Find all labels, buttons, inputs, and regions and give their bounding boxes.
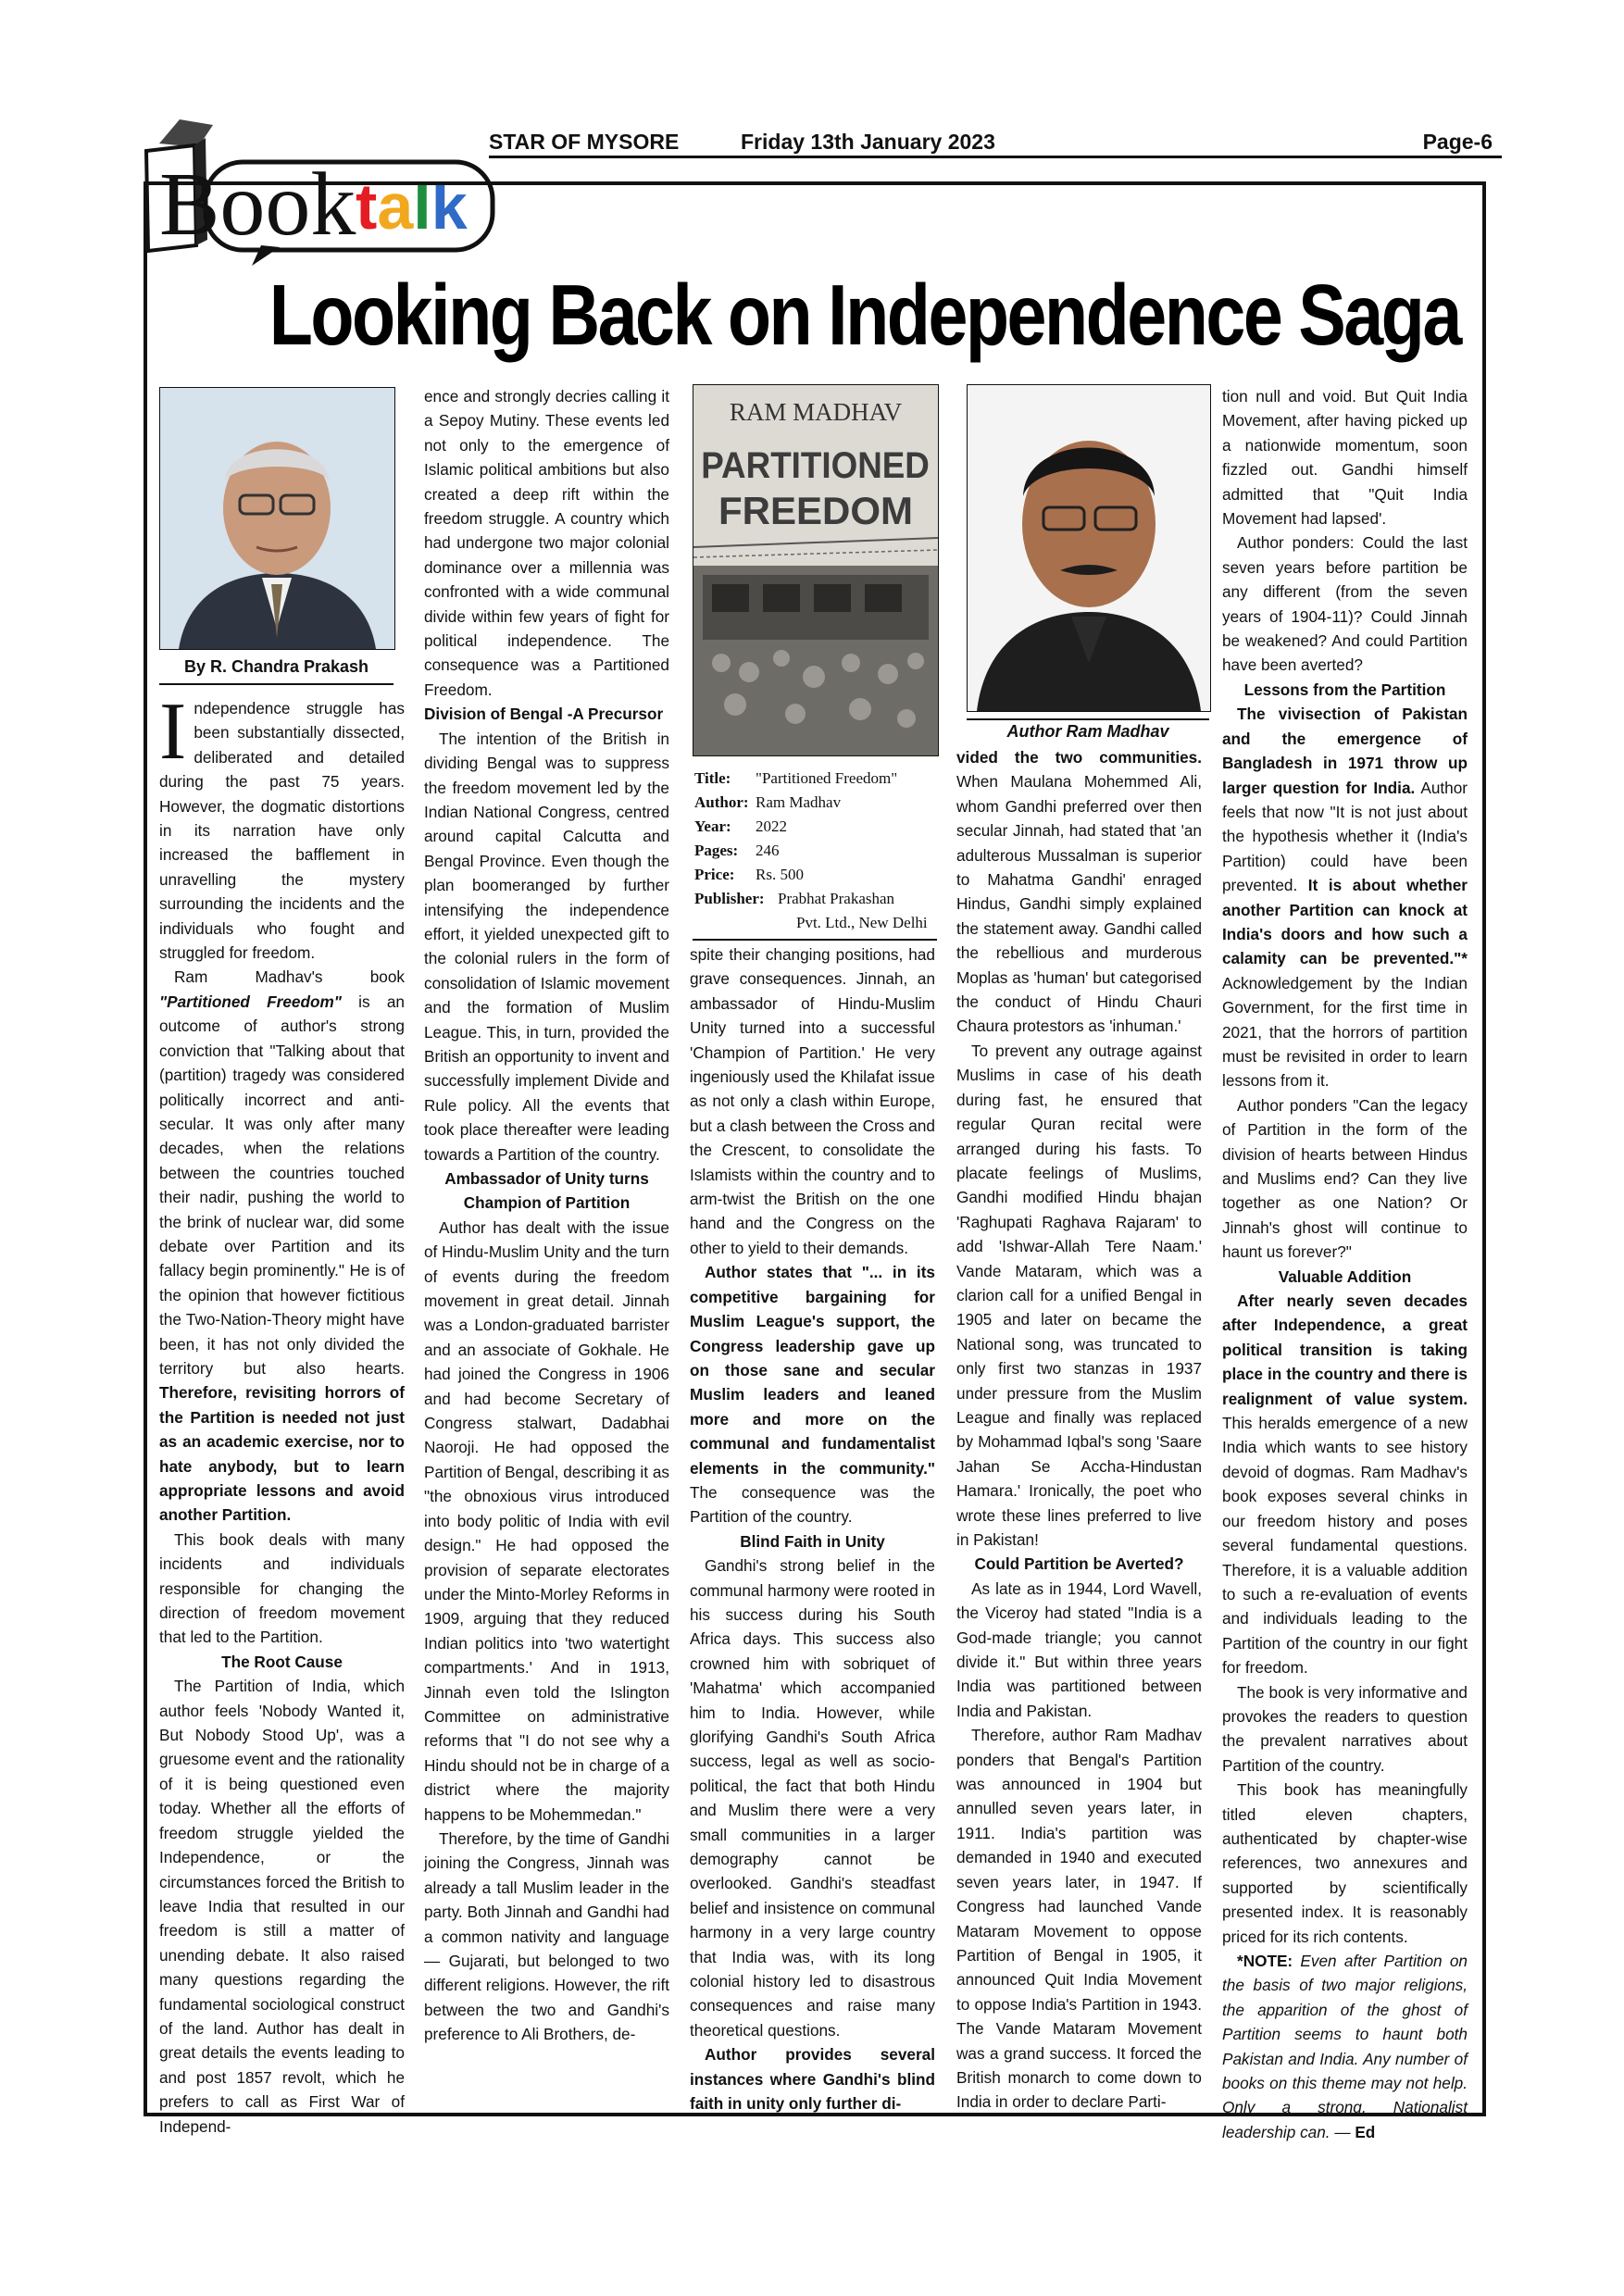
book-info-rule [693, 939, 937, 941]
paragraph: tion null and void. But Quit India Movement, after having picked up a nationwide momentum, soon fizzled out. Gandhi himself admitted that "Quit India Movement had lapsed'. [1222, 387, 1468, 529]
paragraph: Author ponders: Could the last seven years before partition be any different (from the seven years of 1904-11)? Could Jinnah be weakened? And could Partition have been averted? [1222, 533, 1468, 675]
svg-text:FREEDOM: FREEDOM [718, 489, 913, 532]
article-column-2 [424, 384, 669, 2047]
paragraph: As late as in 1944, Lord Wavell, the Viceroy had stated "India is a God-made triangle; you cannot divide it." But within three years India was partitioned between India and Pakistan. [956, 1578, 1202, 1720]
byline-rule [159, 683, 394, 685]
book-info: Title: "Partitioned Freedom" Author: Ram Madhav Year: 2022 Pages: 246 Price: Rs. 500 Publisher: Prabhat Prakashan Pvt. Ltd., New Delhi [694, 769, 928, 931]
subheading: Division of Bengal -A Precursor [424, 705, 664, 724]
paragraph: Therefore, author Ram Madhav ponders that Bengal's Partition was announced in 1904 but annulled seven years later, in 1911. India's partition was demanded in 1940 and executed seven years later, in 1947. If Congress had launched Vande Mataram Movement to oppose Partition of Bengal in 1905, it announced Quit India Movement to oppose India's Partition in 1943. The Vande Mataram Movement was a grand success. It forced the British monarch to come down to India in order to declare Parti- [956, 1726, 1202, 2112]
svg-text:Book: Book [159, 155, 356, 255]
paragraph: The Partition of India, which author feels 'Nobody Wanted it, But Nobody Stood Up', was a gruesome event and the rationality of it is being questioned even today. Whether all the efforts of freedom struggle yielded the Independence, or the circumstances forced the British to leave India that resulted in our freedom is still a matter of unending debate. It also raised many questions regarding the fundamental sociological construct of the land. Author has dealt in great details the events leading to and post 1857 revolt, which he prefers to call as First War of Independ- [159, 1677, 405, 2136]
drop-cap: I [159, 687, 187, 777]
paragraph: Author has dealt with the issue of Hindu-Muslim Unity and the turn of events during the freedom movement in great detail. Jinnah was a London-graduated barrister and an associate of Gokhale. He had joined the Congress in 1906 and had become Secretary of Congress stalwart, Dadabhai Naoroji. He had opposed the Partition of Bengal, describing it as "the obnoxious virus introduced into body politic of India with evil design." He had opposed the provision of separate electorates under the Minto-Morley Reforms in 1909, arguing that they reduced Indian politics into 'two watertight compartments.' And in 1913, Jinnah even told the Islington Committee on administrative reforms that "I do not see why a Hindu should not be in charge of a district where the majority happens to be Mohemmedan." [424, 1217, 669, 1824]
subheading: Ambassador of Unity turns Champion of Partition [444, 1169, 649, 1213]
article-column-1: Independence struggle has been substantially dissected, deliberated and detailed during the past 75 years. However, the dogmatic distortions in its narration have only increased the bafflement in unravelling the mystery surrounding the incidents and the individuals who fought and struggled for freedom. Ram Madhav's book "Partitioned Freedom" is an outcome of author's strong conviction that "Talking about that (partition) tragedy was considered politically incorrect and anti-secular. It was only after many decades, when the relations between the countries touched their nadir, pushing the world to the brink of nuclear war, did some debate over Partition and its fallacy begin prominently." He is of the opinion that however fictitious the Two-Nation-Theory might have been, it has not only divided the territory but also hearts. Therefore, revisiting horrors of the Partition is needed not just as an academic exercise, nor to hate anybody, but to learn appropriate lessons and avoid another Partition. This book deals with many incidents and individuals responsible for changing the direction of freedom movement that led to the Partition. The Root Cause The Partition of India, which author feels 'Nobody Wanted it, But Nobody Stood Up', was a gruesome event and the rationality of it is being questioned even today. Whether all the efforts of freedom struggle yielded the Independence, or the circumstances forced the British to leave India that resulted in our freedom is still a matter of unending debate. It also raised many questions regarding the fundamental sociological construct of the land. Author has dealt in great details the events leading to and post 1857 revolt, which he prefers to call as First War of Independ- [159, 696, 405, 2139]
paragraph: spite their changing positions, had grave consequences. Jinnah, an ambassador of Hindu-Muslim Unity turned into a successful 'Champion of Partition.' He very ingeniously used the Khilafat issue as not only a clash within Europe, but a clash between the Cross and the Crescent, to consolidate the Islamists within the country and to arm-twist the British on the one hand and the Congress on the other to yield to their demands. [690, 945, 935, 1257]
paragraph: This book deals with many incidents and individuals responsible for changing the direction of freedom movement that led to the Partition. [159, 1529, 405, 1647]
svg-text:RAM MADHAV: RAM MADHAV [729, 398, 903, 426]
article-column-4: vided the two communities. When Maulana Mohemmed Ali, whom Gandhi preferred over then secular Jinnah, had stated that 'an adulterous Mussalman is superior to Mahatma Gandhi' enraged Hindus, Gandhi simply explained the statement away. Gandhi called the rebellious and murderous Moplas as 'human' but categorised the conduct of Hindu Chauri Chaura protestors as 'inhuman.' To prevent any outrage against Muslims in case of his death during fast, he ensured that regular Quran recital were arranged during his fasts. To placate feelings of Muslims, Gandhi modified Hindu bhajan 'Raghupati Raghava Rajaram' to add 'Ishwar-Allah Tere Naam.' Vande Mataram, which was a clarion call for a unified Bengal in 1905 and later on became the National song, was truncated to only first two stanzas in 1937 under pressure from the Muslim League and finally was replaced by Mohammad Iqbal's song 'Saare Jahan Se Accha-Hindustan Hamara.' Ironically, the poet who wrote these lines preferred to live in Pakistan! Could Partition be Averted? As late as in 1944, Lord Wavell, the Viceroy had stated "India is a God-made triangle; you cannot divide it." But within three years India was partitioned between India and Pakistan. Therefore, author Ram Madhav ponders that Bengal's Partition was announced in 1904 but annulled seven years later, in 1911. India's partition was demanded in 1940 and executed seven years later, in 1947. If Congress had launched Vande Mataram Movement to oppose Partition of Bengal in 1905, it announced Quit India Movement to oppose India's Partition in 1943. The Vande Mataram Movement was a grand success. It forced the British monarch to come down to India in order to declare Parti- [956, 745, 1202, 2115]
paragraph: To prevent any outrage against Muslims in case of his death during fast, he ensured that regular Quran recital were arranged during his fasts. To placate feelings of Muslims, Gandhi modified Hindu bhajan 'Raghupati Raghava Rajaram' to add 'Ishwar-Allah Tere Naam.' Vande Mataram, which was a clarion call for a unified Bengal in 1905 and later on became the National song, was truncated to only first two stanzas in 1937 under pressure from the Muslim League and finally was replaced by Mohammad Iqbal's song 'Saare Jahan Se Accha-Hindustan Hamara.' Ironically, the poet who wrote these lines preferred to live in Pakistan! [956, 1041, 1202, 1549]
paragraph: Author ponders "Can the legacy of Partition in the form of the division of hearts between Hindus and Muslims end? Can they live together as one Nation? Or Jinnah's ghost will continue to haunt us forever?" [1222, 1095, 1468, 1262]
logo-talk: talk [356, 170, 468, 243]
article-column-3: spite their changing positions, had grave consequences. Jinnah, an ambassador of Hindu-Muslim Unity turned into a successful 'Champion of Partition.' He very ingeniously used the Khilafat issue as not only a clash within Europe, but a clash between the Cross and the Crescent, to consolidate the Islamists within the country and to arm-twist the British on the one hand and the Congress on the other to yield to their demands. Author states that "... in its competitive bargaining for Muslim League's support, the Congress leadership gave up on those sane and secular Muslim leaders and leaned more and more on the communal and fundamentalist elements in the community." The consequence was the Partition of the country. Blind Faith in Unity Gandhi's strong belief in the communal harmony were rooted in his success during his South Africa days. This success also crowned him with sobriquet of 'Mahatma' which accompanied him to India. However, while glorifying Gandhi's South Africa success, legal as well as socio-political, the fact that both Hindu and Muslim there were a very small communities in a larger demography cannot be overlooked. Gandhi's steadfast belief and insistence on communal harmony in a very large country that India was, with its long colonial history led to disastrous consequences and raise many theoretical questions. Author provides several instances where Gandhi's blind faith in unity only further di- [690, 942, 935, 2116]
byline: By R. Chandra Prakash [183, 657, 369, 676]
svg-text:PARTITIONED: PARTITIONED [701, 444, 930, 487]
author-photo [967, 384, 1211, 712]
paragraph: The book is very informative and provokes the readers to question the prevalent narratives about Partition of the country. [1222, 1682, 1468, 1775]
subheading: The Root Cause [221, 1652, 343, 1671]
reviewer-photo [159, 387, 395, 650]
article-column-5: tion null and void. But Quit India Movement, after having picked up a nationwide momentum, soon fizzled out. Gandhi himself admitted that "Quit India Movement had lapsed'. Author ponders: Could the last seven years before partition be any different (from the seven years of 1904-11)? Could Jinnah be weakened? And could Partition have been averted? Lessons from the Partition The vivisection of Pakistan and the emergence of Bangladesh in 1971 throw up larger question for India. Author feels that now "It is not just about the hypothesis whether it (India's Partition) could have been prevented. It is about whether another Partition can knock at India's doors and how such a calamity can be prevented."* Acknowledgement by the Indian Government, for the first time in 2021, that the horrors of partition must be revisited in order to learn lessons from it. Author ponders "Can the legacy of Partition in the form of the division of hearts between Hindus and Muslims end? Can they live together as one Nation? Or Jinnah's ghost will continue to haunt us forever?" Valuable Addition After nearly seven decades after Independence, a great political transition is taking place in the country and there is realignment of value system. This heralds emergence of a new India which wants to see history devoid of dogmas. Ram Madhav's book exposes several chinks in our freedom history and poses several fundamental questions. Therefore, it is a valuable addition to such a re-evaluation of events and individuals leading to the Partition of the country in our fight for freedom. The book is very informative and provokes the readers to question the prevalent narratives about Partition of the country. This book has meaningfully titled eleven chapters, authenticated by chapter-wise references, two annexures and supported by scientifically presented index. It is reasonably priced for its rich contents. *NOTE: Even after Partition on the basis of two major religions, the apparition of the ghost of Partition seems to haunt both Pakistan and India. Any number of books on this theme may not help. Only a strong, Nationalist leadership can. — Ed [1222, 384, 1468, 2144]
headline: Looking Back on Independence Saga [269, 267, 1460, 363]
author-caption: Author Ram Madhav [1006, 722, 1169, 741]
editor-note: *NOTE: Even after Partition on the basis of two major religions, the apparition of the ghost of Partition seems to haunt both Pakistan and India. Any number of books on this theme may not help. Only a strong, Nationalist leadership can. — Ed [1222, 1952, 1468, 2141]
book-cover [693, 384, 939, 756]
caption-rule [967, 718, 1209, 720]
paragraph: Gandhi's strong belief in the communal harmony were rooted in his success during his South Africa days. This success also crowned him with sobriquet of 'Mahatma' which accompanied him to India. However, while glorifying Gandhi's South Africa success, legal as well as socio-political, the fact that both Hindu and Muslim there were a very small communities in a larger demography cannot be overlooked. Gandhi's steadfast belief and insistence on communal harmony in a very large country that India was, with its long colonial history led to disastrous consequences and raise many theoretical questions. [690, 1556, 935, 2040]
subheading: Valuable Addition [1278, 1267, 1412, 1286]
page-number: Page-6 [1422, 130, 1493, 154]
subheading: Could Partition be Averted? [974, 1554, 1184, 1574]
paragraph: The intention of the British in dividing Bengal was to suppress the freedom movement led by the Indian National Congress, centred around capital Calcutta and Bengal Province. Even though the plan boomeranged by further intensifying the independence effort, it yielded unexpected gift to the colonial rulers in the form of consolidation of Islamic movement and the formation of Muslim League. This, in turn, provided the British an opportunity to invent and successfully implement Divide and Rule policy. All the events that took place thereafter were leading towards a Partition of the country. [424, 729, 669, 1164]
paragraph: Therefore, by the time of Gandhi joining the Congress, Jinnah was already a tall Muslim leader in the party. Both Jinnah and Gandhi had a common nativity and language — Gujarati, but belonged to two different religions. However, the rift between the two and Gandhi's preference to Ali Brothers, de- [424, 1828, 669, 2044]
issue-date: Friday 13th January 2023 [741, 130, 995, 154]
paragraph: ence and strongly decries calling it a Sepoy Mutiny. These events led not only to the emergence of Islamic political ambitions but also created a deep rift within the freedom struggle. A country which had undergone two major colonial dominance over a millennia was confronted with a wide communal divide within few years of fight for political independence. The consequence was a Partitioned Freedom. [424, 387, 669, 699]
paper-name: STAR OF MYSORE [489, 130, 680, 154]
paragraph: ndependence struggle has been substantially dissected, deliberated and detailed during the past 75 years. However, the dogmatic distortions in its narration have only increased the bafflement in unravelling the mystery surrounding the incidents and the individuals who fought and struggled for freedom. [159, 699, 405, 963]
subheading: Lessons from the Partition [1243, 680, 1446, 699]
subheading: Blind Faith in Unity [740, 1531, 885, 1551]
paragraph: This book has meaningfully titled eleven chapters, authenticated by chapter-wise references, two annexures and supported by scientifically presented index. It is reasonably priced for its rich contents. [1222, 1780, 1468, 1946]
